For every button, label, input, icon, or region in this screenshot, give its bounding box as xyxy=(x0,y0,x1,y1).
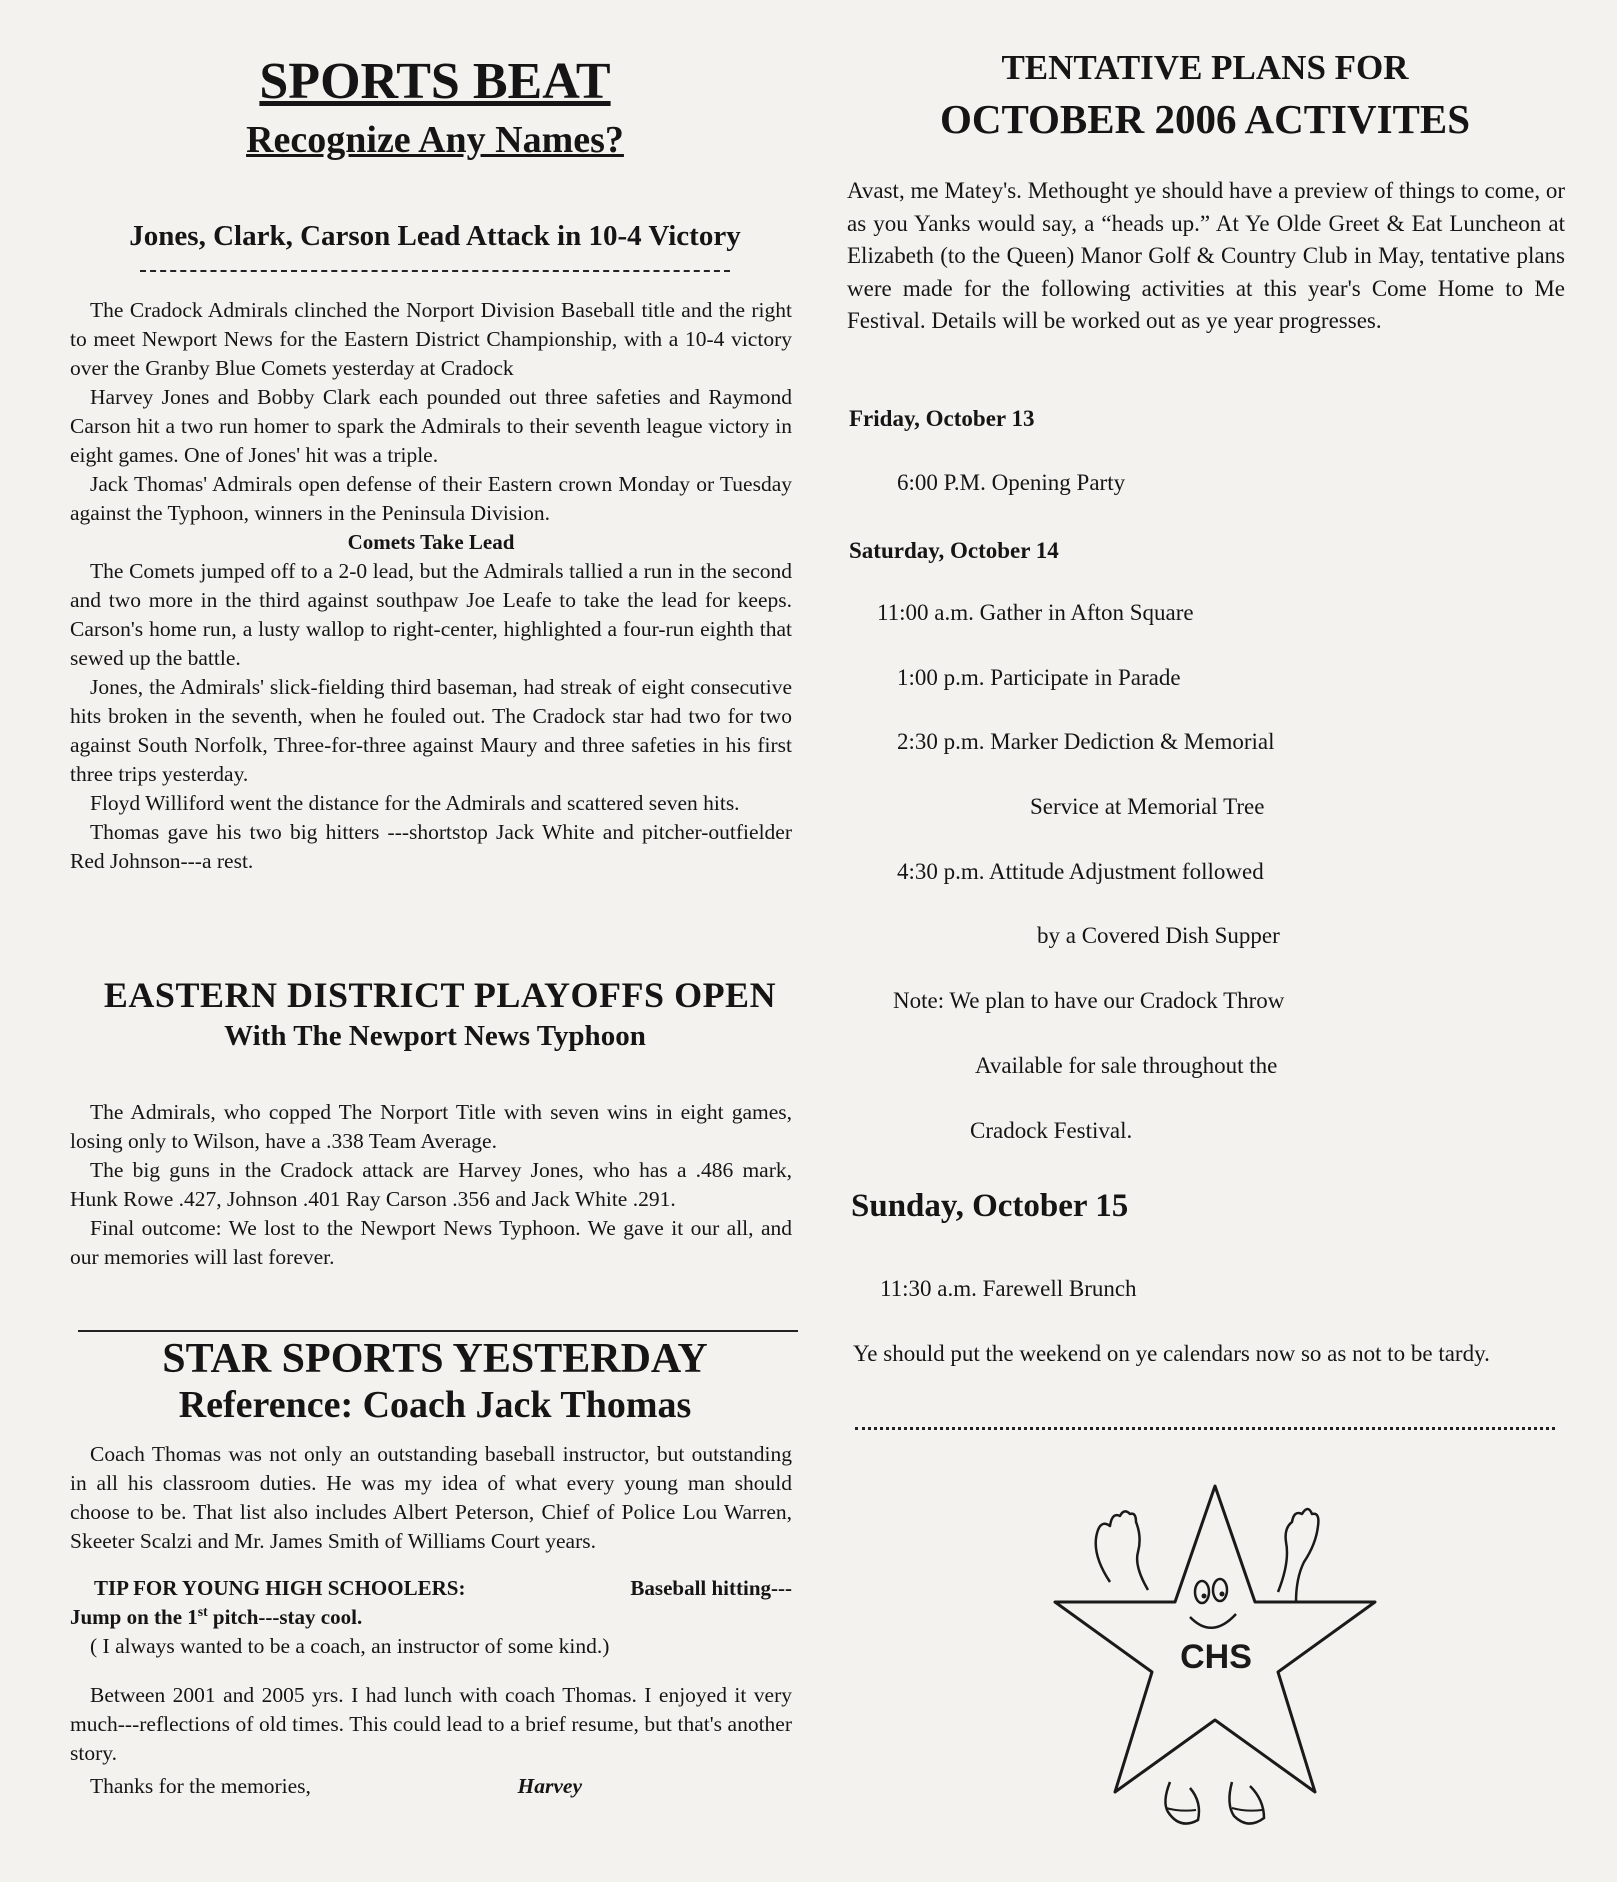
article1-headline: Jones, Clark, Carson Lead Attack in 10-4 Victory xyxy=(129,220,741,252)
tip-text-a: Baseball hitting--- xyxy=(630,1576,792,1600)
dashed-divider xyxy=(140,270,730,272)
tip-line xyxy=(70,1574,792,1603)
saturday-event: 11:00 a.m. Gather in Afton Square xyxy=(877,600,1194,625)
star-mascot-icon xyxy=(1050,1482,1380,1842)
note-line: Note: We plan to have our Cradock Throw xyxy=(893,988,1285,1013)
aside-note: ( I always wanted to be a coach, an instructor of some kind.) xyxy=(90,1634,610,1658)
article1-subhead: Comets Take Lead xyxy=(347,530,515,554)
article3-body xyxy=(70,1440,792,1801)
article1-paragraph: Jack Thomas' Admirals open defense of their Eastern crown Monday or Tuesday against the Typhoon, winners in the Peninsula Division. xyxy=(70,472,792,525)
sunday-event: 11:30 a.m. Farewell Brunch xyxy=(880,1276,1137,1301)
sports-beat-subtitle: Recognize Any Names? xyxy=(246,119,624,161)
note-line: Cradock Festival. xyxy=(970,1118,1133,1143)
sports-beat-title: SPORTS BEAT xyxy=(259,53,611,110)
saturday-heading: Saturday, October 14 xyxy=(849,538,1059,563)
tip-text-b: Jump on the 1 xyxy=(70,1605,198,1629)
closing-line xyxy=(70,1772,792,1801)
article3-subheadline: Reference: Coach Jack Thomas xyxy=(178,1384,692,1426)
saturday-event-cont: Service at Memorial Tree xyxy=(1030,794,1265,819)
closing-text: Thanks for the memories, xyxy=(90,1774,311,1798)
tip-label: TIP FOR YOUNG HIGH SCHOOLERS: xyxy=(94,1576,466,1600)
right-column xyxy=(845,0,1565,1882)
article1-paragraph: Floyd Williford went the distance for the Admirals and scattered seven hits. xyxy=(90,791,740,815)
plans-intro: Avast, me Matey's. Methought ye should have a preview of things to come, or as you Yanks would say, a “heads up.” At Ye Olde Greet & Eat Luncheon at Elizabeth (to the Queen) Manor Golf & Country Club in May, tentative plans were made for the following activities at this year's Come Home to Me Festival. Details will be worked out as ye year progresses. xyxy=(847,178,1565,333)
article3-headline: STAR SPORTS YESTERDAY xyxy=(162,1336,708,1382)
friday-event: 6:00 P.M. Opening Party xyxy=(897,470,1126,495)
article2-headline: EASTERN DISTRICT PLAYOFFS OPEN xyxy=(103,975,777,1015)
saturday-event-cont: by a Covered Dish Supper xyxy=(1037,923,1280,948)
sunday-heading: Sunday, October 15 xyxy=(851,1188,1129,1224)
article1-body xyxy=(70,296,792,876)
plans-closing: Ye should put the weekend on ye calendars now so as not to be tardy. xyxy=(853,1341,1490,1366)
saturday-event: 4:30 p.m. Attitude Adjustment followed xyxy=(897,859,1264,884)
left-column xyxy=(70,0,800,1882)
saturday-event: 2:30 p.m. Marker Dediction & Memorial xyxy=(897,729,1275,754)
article2-body xyxy=(70,1098,792,1272)
article1-paragraph: Thomas gave his two big hitters ---shortstop Jack White and pitcher-outfielder Red Johnson---a rest. xyxy=(70,820,792,873)
tip-text-c: pitch---stay cool. xyxy=(207,1605,363,1629)
tip-sup: st xyxy=(197,1604,208,1619)
friday-heading: Friday, October 13 xyxy=(849,406,1035,431)
article2-paragraph: The big guns in the Cradock attack are Harvey Jones, who has a .486 mark, Hunk Rowe .427, Johnson .401 Ray Carson .356 and Jack White .291. xyxy=(70,1158,792,1211)
article3-paragraph: Coach Thomas was not only an outstanding baseball instructor, but outstanding in all his classroom duties. He was my idea of what every young man should choose to be. That list also includes Albert Peterson, Chief of Police Lou Warren, Skeeter Scalzi and Mr. James Smith of Williams Court years. xyxy=(70,1442,792,1553)
note-line: Available for sale throughout the xyxy=(975,1053,1278,1078)
article3-paragraph: Between 2001 and 2005 yrs. I had lunch with coach Thomas. I enjoyed it very much---reflections of old times. This could lead to a brief resume, but that's another story. xyxy=(70,1683,792,1765)
signature: Harvey xyxy=(517,1774,582,1798)
plans-title: TENTATIVE PLANS FOR xyxy=(1001,48,1409,87)
article1-paragraph: The Comets jumped off to a 2-0 lead, but the Admirals tallied a run in the second and two more in the third against southpaw Joe Leafe to take the lead for keeps. Carson's home run, a lusty wallop to right-center, highlighted a four-run eighth that sewed up the battle. xyxy=(70,559,792,670)
tip-line-2 xyxy=(70,1603,792,1632)
article2-subheadline: With The Newport News Typhoon xyxy=(224,1020,646,1052)
mascot-text: CHS xyxy=(1180,1638,1252,1676)
solid-divider xyxy=(78,1330,798,1332)
saturday-event: 1:00 p.m. Participate in Parade xyxy=(897,665,1181,690)
dotted-divider xyxy=(855,1427,1555,1430)
article2-paragraph: The Admirals, who copped The Norport Title with seven wins in eight games, losing only to Wilson, have a .338 Team Average. xyxy=(70,1100,792,1153)
article1-paragraph: Jones, the Admirals' slick-fielding third baseman, had streak of eight consecutive hits broken in the seventh, when he fouled out. The Cradock star had two for two against South Norfolk, Three-for-three against Maury and three safeties in his first three trips yesterday. xyxy=(70,675,792,786)
plans-subtitle: OCTOBER 2006 ACTIVITES xyxy=(939,96,1471,142)
article2-paragraph: Final outcome: We lost to the Newport News Typhoon. We gave it our all, and our memories will last forever. xyxy=(70,1216,792,1269)
article1-paragraph: The Cradock Admirals clinched the Norport Division Baseball title and the right to meet Newport News for the Eastern District Championship, with a 10-4 victory over the Granby Blue Comets yesterday at Cradock xyxy=(70,298,792,380)
star-mascot-svg xyxy=(1050,1482,1380,1842)
article1-paragraph: Harvey Jones and Bobby Clark each pounded out three safeties and Raymond Carson hit a two run homer to spark the Admirals to their seventh league victory in eight games. One of Jones' hit was a triple. xyxy=(70,385,792,467)
